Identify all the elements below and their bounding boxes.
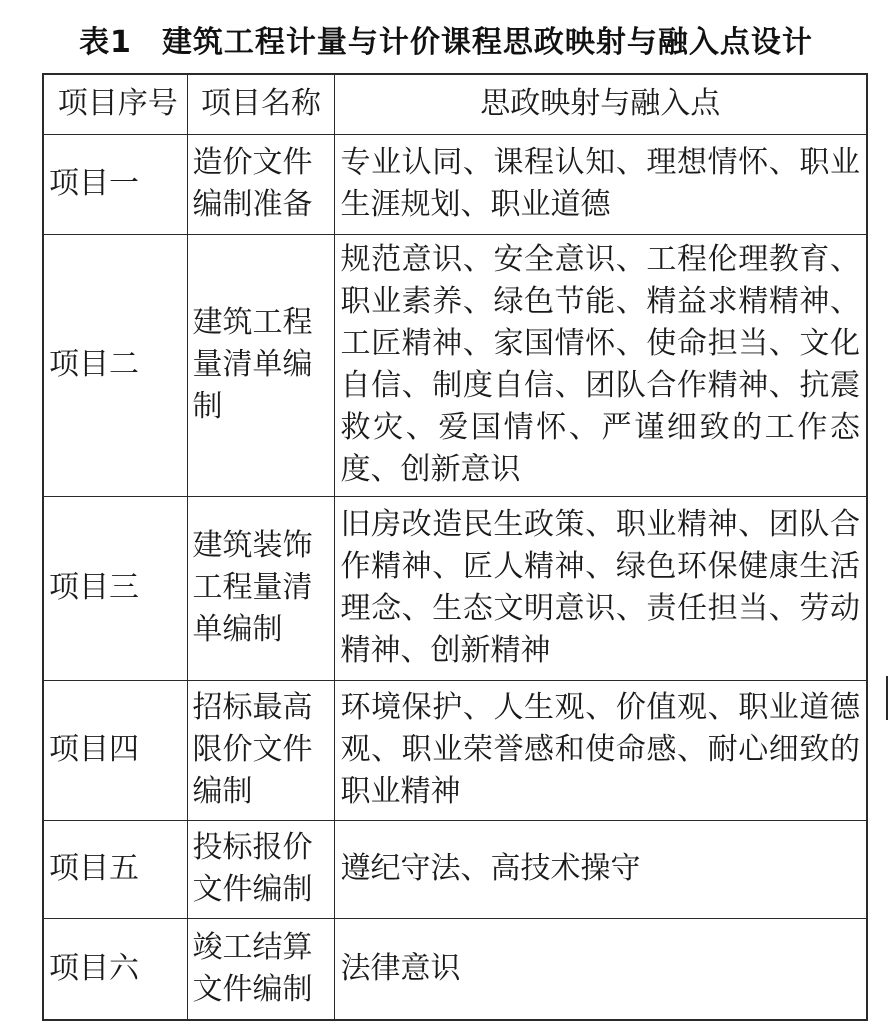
table-title: 建筑工程计量与计价课程思政映射与融入点设计	[161, 25, 813, 60]
header-row	[43, 74, 867, 134]
ideological-mapping-table	[42, 73, 868, 1021]
mapping-points-cell: 遵纪守法、高技术操守	[334, 820, 867, 918]
project-name-cell: 投标报价文件编制	[187, 820, 334, 918]
project-name-cell: 建筑装饰工程量清单编制	[187, 496, 334, 680]
table-caption	[0, 14, 892, 64]
project-number-cell: 项目二	[43, 234, 187, 496]
table-row	[43, 680, 867, 820]
mapping-points-cell: 法律意识	[334, 918, 867, 1020]
page-edge-mark	[886, 676, 892, 720]
table-row	[43, 918, 867, 1020]
project-number-cell: 项目一	[43, 134, 187, 234]
table-row	[43, 134, 867, 234]
table-number: 表1	[79, 25, 132, 60]
header-project-number: 项目序号	[43, 74, 187, 134]
mapping-points-cell: 规范意识、安全意识、工程伦理教育、职业素养、绿色节能、精益求精精神、工匠精神、家国情怀、使命担当、文化自信、制度自信、团队合作精神、抗震救灾、爱国情怀、严谨细致的工作态度、创新意识	[334, 234, 867, 496]
project-number-cell: 项目四	[43, 680, 187, 820]
project-name-cell: 招标最高限价文件编制	[187, 680, 334, 820]
table-row	[43, 496, 867, 680]
table-row	[43, 234, 867, 496]
mapping-points-cell: 专业认同、课程认知、理想情怀、职业生涯规划、职业道德	[334, 134, 867, 234]
project-name-cell: 竣工结算文件编制	[187, 918, 334, 1020]
project-name-cell: 建筑工程量清单编制	[187, 234, 334, 496]
mapping-points-cell: 环境保护、人生观、价值观、职业道德观、职业荣誉感和使命感、耐心细致的职业精神	[334, 680, 867, 820]
project-number-cell: 项目五	[43, 820, 187, 918]
project-number-cell: 项目六	[43, 918, 187, 1020]
project-number-cell: 项目三	[43, 496, 187, 680]
mapping-points-cell: 旧房改造民生政策、职业精神、团队合作精神、匠人精神、绿色环保健康生活理念、生态文明意识、责任担当、劳动精神、创新精神	[334, 496, 867, 680]
header-mapping-points: 思政映射与融入点	[334, 74, 867, 134]
header-project-name: 项目名称	[187, 74, 334, 134]
table-row	[43, 820, 867, 918]
project-name-cell: 造价文件编制准备	[187, 134, 334, 234]
